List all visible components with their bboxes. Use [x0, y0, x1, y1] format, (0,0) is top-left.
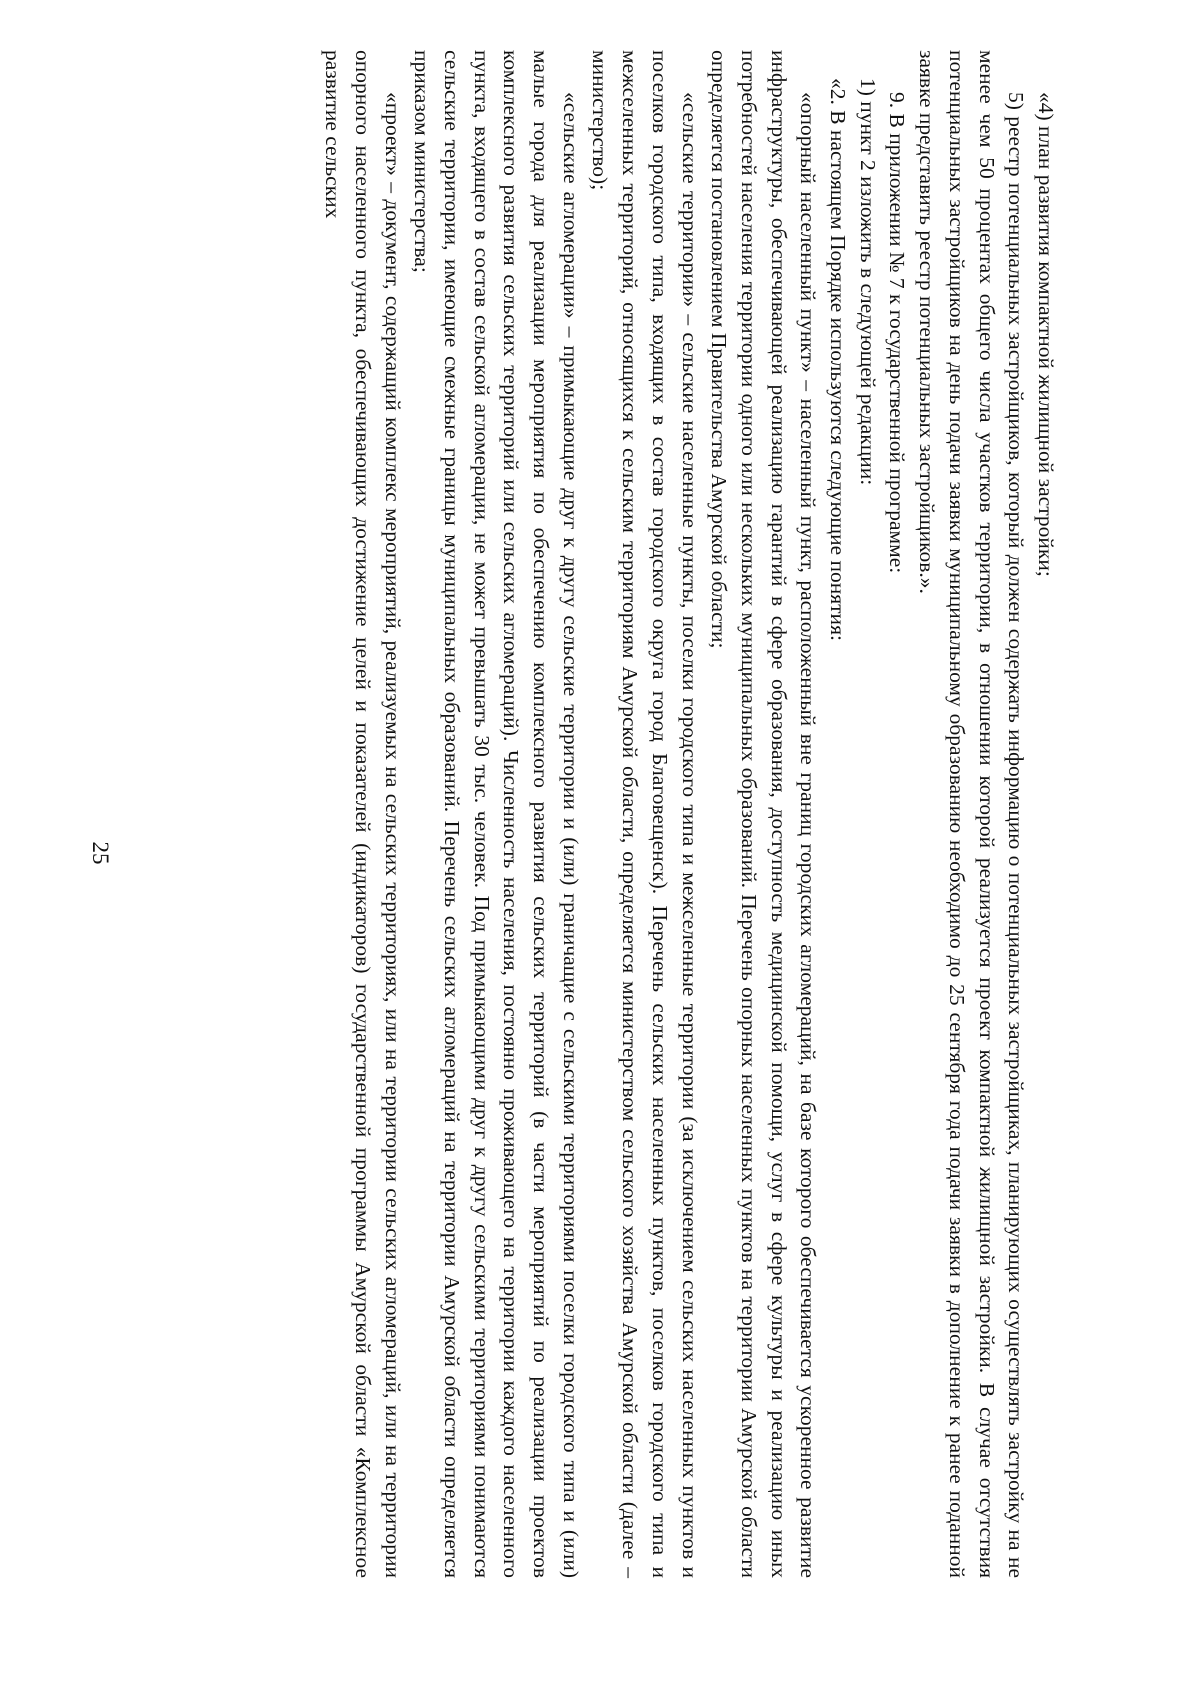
paragraph-registry: 5) реестр потенциальных застройщиков, который должен содержать информацию о потенциальных застройщиках, планирующих осуществлять застройку на не менее чем 50 процентах общего числа участков территории, в отношении которой реализуется проект компактной жилищной застройки. В случае отсутствия потенциальных застройщиков на день подачи заявки муниципальному образованию необходимо до 25 сентября года подачи заявки в дополнение к ранее поданной заявке представить реестр потенциальных застройщиков.». — [915, 50, 1029, 1578]
document-body — [170, 50, 1060, 1578]
paragraph-support-settlement: «опорный населенный пункт» – населенный пункт, расположенный вне границ городских агломераций, на базе которого обеспечивается ускоренное развитие инфраструктуры, обеспечивающей реализацию гарантий в сфере образования, доступность медицинской помощи, услуг в сфере культуры и реализацию иных потребностей населения территории одного или нескольких муниципальных образований. Перечень опорных населенных пунктов на территории Амурской области определяется постановлением Правительства Амурской области; — [707, 50, 821, 1578]
paragraph-plan: «4) план развития компактной жилищной застройки; — [1034, 92, 1058, 577]
paragraph-concepts: «2. В настоящем Порядке используются следующие понятия: — [826, 78, 851, 641]
paragraph-point-2: 1) пункт 2 изложить в следующей редакции: — [855, 78, 880, 486]
paragraph-project: «проект» – документ, содержащий комплекс мероприятий, реализуемых на сельских территориях, или на территории сельских агломераций, или на территории опорного населенного пункта, обеспечивающих достижение целей и показателей (индикаторов) государственной программы Амурской области «Комплексное развитие сельских — [321, 50, 405, 1578]
page-number: 25 — [88, 841, 113, 865]
paragraph-rural-territories: «сельские территории» – сельские населенные пункты, поселки городского типа и межселенные территории (за исключением сельских населенных пунктов и поселков городского типа, входящих в состав городского округа город Благовещенск). Перечень сельских населенных пунктов, поселков городского типа и межселенных территорий, относящихся к сельским территориям Амурской области, определяется министерством сельского хозяйства Амурской области (далее – министерство); — [588, 50, 702, 1578]
paragraph-rural-agglomerations: «сельские агломерации» – примыкающие друг к другу сельские территории и (или) граничащие с сельскими территориями поселки городского типа и (или) малые города для реализации мероприятия по обеспечению комплексного развития сельских территорий (в части мероприятий по реализации проектов комплексного развития сельских территорий или сельских агломераций). Численность населения, постоянно проживающего на территории каждого населенного пункта, входящего в состав сельской агломерации, не может превышать 30 тыс. человек. Под примыкающими друг к другу сельскими территориями понимаются сельские территории, имеющие смежные границы муниципальных образований. Перечень сельских агломераций на территории Амурской области определяется приказом министерства; — [410, 50, 583, 1578]
paragraph-appendix-7: 9. В приложении № 7 к государственной программе: — [885, 92, 910, 574]
